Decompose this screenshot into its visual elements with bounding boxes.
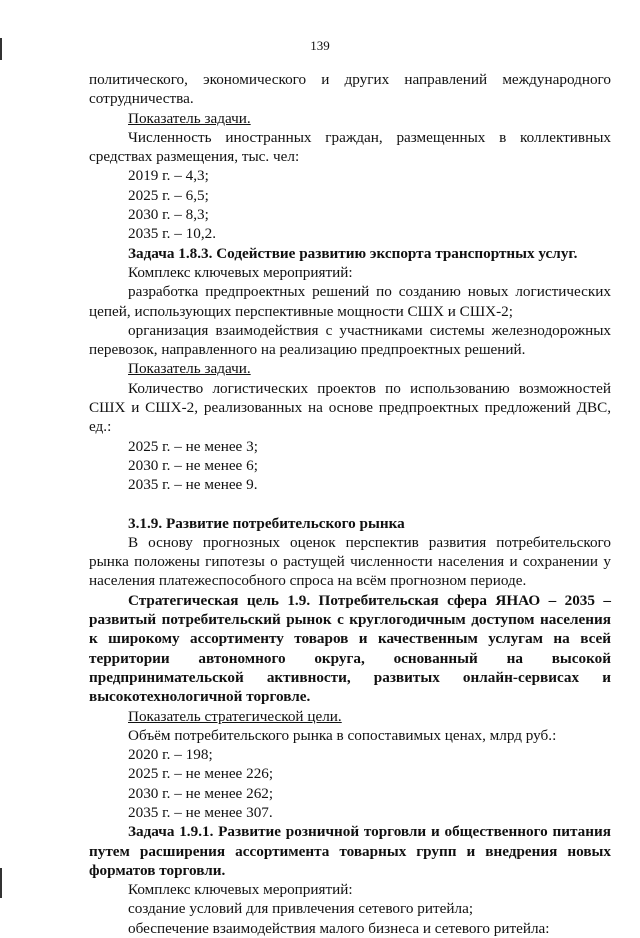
page-number: 139 <box>310 38 330 53</box>
task-1-9-1-title: Задача 1.9.1. Развитие розничной торговли и общественного питания путем расширения ассортимента товарных групп и внедрения новых форматов торговли. <box>89 823 611 879</box>
indicator-text-2: Количество логистических проектов по использованию возможностей СШХ и СШХ-2, реализованных на основе предпроектных предложений ДВС, ед.: <box>89 379 611 436</box>
section-title: 3.1.9. Развитие потребительского рынка <box>128 514 405 532</box>
indicator-value-2025: 2025 г. – 6,5; <box>128 186 209 204</box>
indicator3-value-2020: 2020 г. – 198; <box>128 746 213 764</box>
task-1-8-3-complex-label: Комплекс ключевых мероприятий: <box>128 263 353 281</box>
indicator-label-3: Показатель стратегической цели. <box>128 707 342 725</box>
scan-edge-mark-bottom <box>0 868 2 898</box>
task-1-8-3-item-1: разработка предпроектных решений по созданию новых логистических цепей, использующих перспективные мощности СШХ и СШХ-2; <box>89 283 611 320</box>
indicator3-value-2025: 2025 г. – не менее 226; <box>128 765 274 783</box>
indicator-value-2030: 2030 г. – 8,3; <box>128 206 209 224</box>
task-1-8-3-title: Задача 1.8.3. Содействие развитию экспорта транспортных услуг. <box>128 244 578 262</box>
indicator3-value-2035: 2035 г. – не менее 307. <box>128 803 273 821</box>
indicator2-value-2030: 2030 г. – не менее 6; <box>128 456 258 474</box>
indicator-text-1: Численность иностранных граждан, размещенных в коллективных средствах размещения, тыс. чел: <box>89 128 611 166</box>
indicator-value-2019: 2019 г. – 4,3; <box>128 167 209 185</box>
paragraph-continuation: политического, экономического и других направлений международного сотрудничества. <box>89 71 611 108</box>
section-intro: В основу прогнозных оценок перспектив развития потребительского рынка положены гипотезы о растущей численности населения и сохранении у населения платежеспособного спроса на всём прогнозном периоде. <box>89 533 611 590</box>
task-1-8-3-item-2: организация взаимодействия с участниками системы железнодорожных перевозок, направленного на реализацию предпроектных решений. <box>89 321 611 359</box>
indicator-label-1: Показатель задачи. <box>128 109 251 127</box>
indicator3-value-2030: 2030 г. – не менее 262; <box>128 784 274 802</box>
strategic-goal: Стратегическая цель 1.9. Потребительская сфера ЯНАО – 2035 – развитый потребительский рынок с круглогодичным доступом населения к широкому ассортименту товаров и качественным услугам на всей территории автономного округа, основанный на высокой предпринимательской активности, развитых онлайн-сервисах и высокотехнологичной торговле. <box>89 591 611 706</box>
document-body <box>89 70 611 938</box>
task-1-9-1-complex-label: Комплекс ключевых мероприятий: <box>128 881 353 899</box>
indicator-label-2: Показатель задачи. <box>128 360 251 378</box>
indicator-value-2035: 2035 г. – 10,2. <box>128 225 217 243</box>
indicator-text-3: Объём потребительского рынка в сопоставимых ценах, млрд руб.: <box>128 726 557 744</box>
section-gap <box>89 495 611 514</box>
indicator2-value-2025: 2025 г. – не менее 3; <box>128 437 258 455</box>
task-1-9-1-item-2: обеспечение взаимодействия малого бизнеса и сетевого ритейла: <box>128 919 550 937</box>
indicator2-value-2035: 2035 г. – не менее 9. <box>128 476 258 494</box>
task-1-9-1-item-1: создание условий для привлечения сетевого ритейла; <box>128 900 474 918</box>
